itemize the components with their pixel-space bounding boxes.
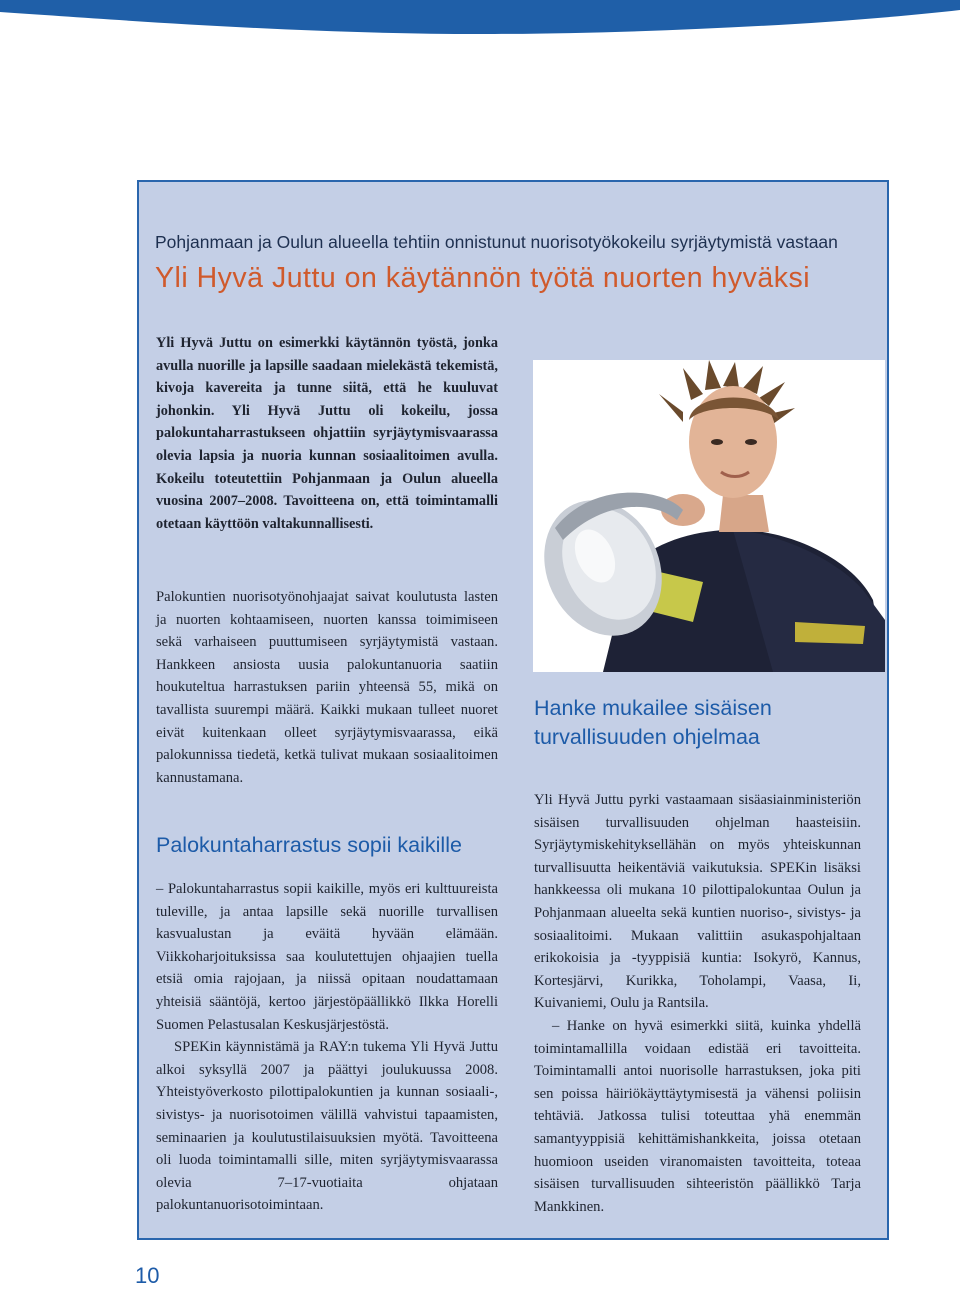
body-paragraph: SPEKin käynnistämä ja RAY:n tukema Yli Hyvä Juttu alkoi syksyllä 2007 ja päättyi joulukuussa 2008. Yhteistyöverkosto pilottipalokuntien ja kunnan sosiaali-, sivistys- ja nuorisotoimen välillä vahvistui tapaamisten, seminaarien ja koulutustilaisuuksien myötä. Tavoitteena oli luoda toimintamalli sille, miten syrjäytymisvaarassa olevia 7–17-vuotiaita ohjataan palokuntanuorisotoimintaan. xyxy=(156,1039,498,1214)
firefighter-photo xyxy=(533,360,885,672)
body-paragraph: Palokuntien nuorisotyönohjaajat saivat koulutusta lasten ja nuorten kohtaamiseen, nuorten kanssa toimimiseen sekä varhaiseen puuttumiseen syrjäytymistä vastaan. Hankkeen ansiosta uusia palokuntanuoria saatiin houkuteltua harrastuksen pariin yhteensä 55, mikä on tavallista suurempi määrä. Kaikki mukaan tulleet nuoret eivät kuitenkaan olleet syrjäytymisvaarassa, eikä palokunnissa tiedetä, ketkä tulivat mukaan sosiaalitoimen kannustamana. xyxy=(156,589,498,786)
body-paragraph: – Hanke on hyvä esimerkki siitä, kuinka yhdellä toimintamallilla voidaan edistää eri tavoitteita. Toimintamalli antoi nuorisolle harrastuksen, joka piti sen poissa häiriökäyttäytymisestä ja vähensi poliisin tehtäviä. Jatkossa tulisi toteuttaa yhä enemmän samantyyppisiä kehittämishankkeita, joissa otetaan huomioon useiden viranomaisten tavoitteita, toteaa sisäisen turvallisuuden sihteeristön päällikkö Tarja Mankkinen. xyxy=(534,1017,861,1215)
article-headline: Yli Hyvä Juttu on käytännön työtä nuorten hyväksi xyxy=(155,262,811,294)
article-body-3 xyxy=(534,789,861,1218)
body-paragraph: Yli Hyvä Juttu pyrki vastaamaan sisäasiainministeriön sisäisen turvallisuuden ohjelman haasteisiin. Syrjäytymiskehityksellähän on myös yhteiskunnan turvallisuutta heikentäviä vaikutuksia. SPEKin lisäksi hankkeessa oli mukana 10 pilottipalokuntaa Oulun ja Pohjanmaan alueelta sekä kuntien nuoriso-, sivistys- ja sosiaalitoimi. Mukaan valittiin asukaspohjaltaan erikokoisia ja -tyyppisiä kuntia: Isokyrö, Kannus, Kortesjärvi, Kurikka, Toholampi, Vaasa, Ii, Kuivaniemi, Oulu ja Rantsila. xyxy=(534,792,861,1012)
top-wave-band xyxy=(0,0,960,40)
lead-paragraph: Yli Hyvä Juttu on esimerkki käytännön työstä, jonka avulla nuorille ja lapsille saadaan mielekästä tekemistä, kivoja kavereita ja tunne siitä, että he kuuluvat johonkin. Yli Hyvä Juttu oli kokeilu, jossa palokuntaharrastukseen ohjattiin syrjäytymisvaarassa olevia lapsia ja nuoria kunnan sosiaalitoimen avulla. Kokeilu toteutettiin Pohjanmaan ja Oulun alueella vuosina 2007–2008. Tavoitteena on, että toimintamalli otetaan käyttöön valtakunnallisesti. xyxy=(156,335,498,532)
subheading-1: Palokuntaharrastus sopii kaikille xyxy=(156,833,462,857)
article-panel xyxy=(137,180,889,1240)
article-lead xyxy=(156,332,498,535)
page-number: 10 xyxy=(135,1263,160,1288)
body-paragraph: – Palokuntaharrastus sopii kaikille, myös eri kulttuureista tuleville, ja antaa lapsille sekä nuorille turvallisen kasvualustan ja eväitä hyvään elämään. Viikkoharjoituksissa saa koulutettujen ohjaajien tuella etsiä omia rajojaan, ja niissä opitaan noudattamaan yhteisiä sääntöjä, kertoo järjestöpäällikkö Ilkka Horelli Suomen Pelastusalan Keskusjärjestöstä. xyxy=(156,881,498,1033)
article-body-1 xyxy=(156,586,498,789)
subheading-2: Hanke mukailee sisäisen turvallisuuden ohjelmaa xyxy=(534,696,772,749)
article-kicker: Pohjanmaan ja Oulun alueella tehtiin onnistunut nuorisotyökokeilu syrjäytymistä vastaan xyxy=(155,232,838,252)
firefighter-illustration xyxy=(533,360,885,672)
article-body-2 xyxy=(156,878,498,1217)
